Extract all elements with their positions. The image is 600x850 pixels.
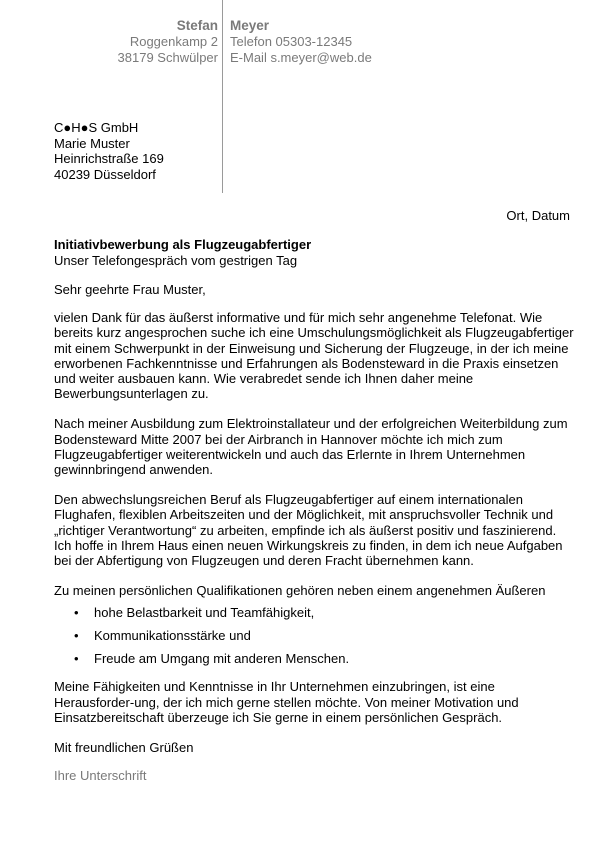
place-date: Ort, Datum: [506, 208, 570, 223]
recipient-street: Heinrichstraße 169: [54, 151, 164, 166]
closing-greeting: Mit freundlichen Grüßen: [54, 740, 194, 756]
recipient-city: 40239 Düsseldorf: [54, 166, 156, 182]
sender-contact-block: [230, 18, 470, 66]
recipient-company: C●H●S GmbH: [54, 120, 139, 135]
recipient-address-block: [54, 120, 164, 182]
qualifications-list: [54, 605, 574, 667]
recipient-name: Marie Muster: [54, 135, 130, 151]
list-item: [54, 605, 574, 621]
letter-body: [54, 282, 574, 755]
sender-last-name: Meyer: [230, 18, 270, 33]
bullet-icon: •: [74, 628, 79, 644]
bullet-icon: •: [74, 605, 79, 621]
paragraph: Zu meinen persönlichen Qualifikationen gehören neben einem angenehmen Äußeren: [54, 583, 546, 599]
bullet-icon: •: [74, 651, 79, 667]
list-item-text: Kommunikationsstärke und: [94, 628, 251, 644]
list-item: [54, 651, 574, 667]
paragraph: Den abwechslungsreichen Beruf als Flugzeugabfertiger auf einem internationalen Flughafen, flexiblen Arbeitszeiten und der Möglichkeit, mit anspruchsvoller Technik und „richtiger Verantwortung“ zu arbeiten, empfinde ich als äußerst positiv und faszinierend. Ich hoffe in Ihrem Haus einen neuen Wirkungskreis zu finden, in dem ich neue Aufgaben bei der Abfertigung von Flugzeugen und deren Fracht übernehmen kann.: [54, 492, 563, 569]
subject-block: [54, 237, 584, 268]
paragraph: Nach meiner Ausbildung zum Elektroinstallateur und der erfolgreichen Weiterbildung zum Bodensteward Mitte 2007 bei der Airbranch in Hannover möchte ich mich zum Flugzeugabfertiger weiterentwickeln und auch das Erlernte in Ihrem Unternehmen gewinnbringend anwenden.: [54, 416, 568, 478]
sender-phone: Telefon 05303-12345: [230, 34, 353, 49]
sender-street: Roggenkamp 2: [129, 34, 218, 49]
closing-paragraph: Meine Fähigkeiten und Kenntnisse in Ihr Unternehmen einzubringen, ist eine Herausforder-ung, der ich mich gerne stellen möchte. Von meiner Motivation und Einsatzbereitschaft überzeuge ich Sie gerne in einem persönlichen Gespräch.: [54, 679, 519, 725]
list-item-text: Freude am Umgang mit anderen Menschen.: [94, 651, 350, 667]
header-divider: [222, 0, 223, 193]
sender-city: 38179 Schwülper: [117, 50, 218, 65]
sender-first-name: Stefan: [176, 18, 218, 33]
paragraph: vielen Dank für das äußerst informative und für mich sehr angenehme Telefonat. Wie bereits kurz angesprochen suche ich eine Umschulungsmöglichkeit als Flugzeugabfertiger mit einem Schwerpunkt in der Einweisung und Sicherung der Flugzeuge, in der ich meine erworbenen Fachkenntnisse und Erfahrungen als Bodensteward in die Praxis einsetzen und weiter ausbauen kann. Wie verabredet sende ich Ihnen daher meine Bewerbungsunterlagen zu.: [54, 310, 574, 402]
signature-placeholder: Ihre Unterschrift: [54, 768, 147, 783]
subject-title: Initiativbewerbung als Flugzeugabfertiger: [54, 237, 312, 252]
sender-address-block: [40, 18, 218, 66]
list-item: [54, 628, 574, 644]
sender-email: E-Mail s.meyer@web.de: [230, 50, 372, 65]
salutation: Sehr geehrte Frau Muster,: [54, 282, 206, 297]
subject-subtitle: Unser Telefongespräch vom gestrigen Tag: [54, 252, 298, 268]
list-item-text: hohe Belastbarkeit und Teamfähigkeit,: [94, 605, 315, 621]
